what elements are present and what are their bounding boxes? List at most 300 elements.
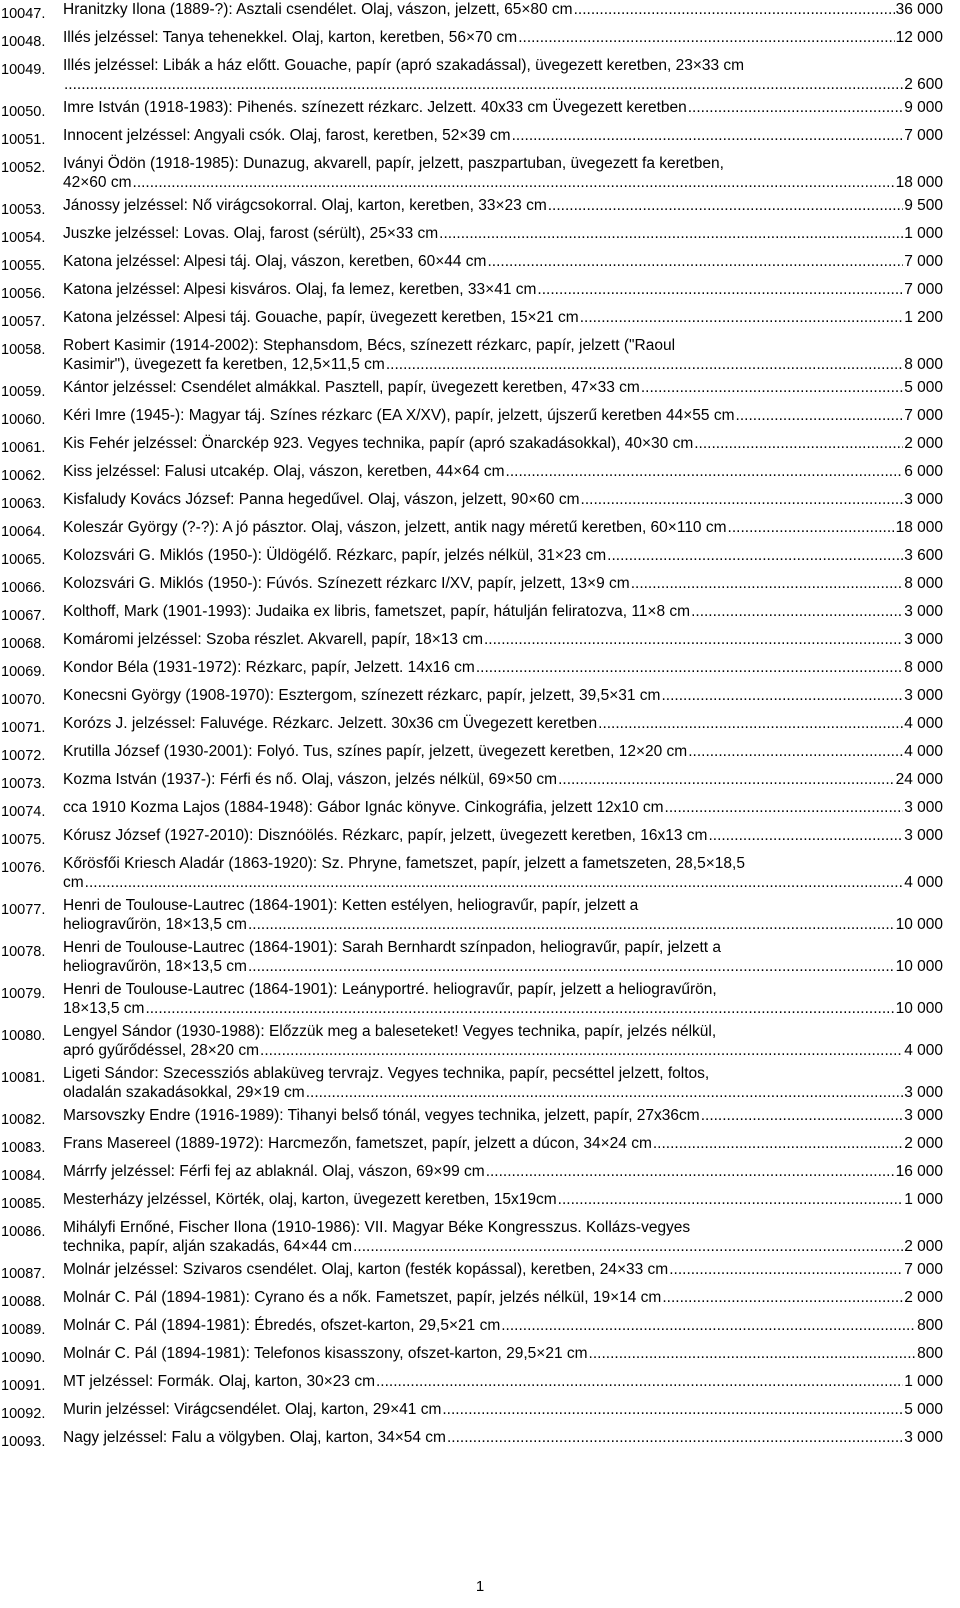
description-last-line xyxy=(63,75,943,94)
description-text: Koleszár György (?-?): A jó pásztor. Olaj, vászon, jelzett, antik nagy méretű keretben, 60×110 cm xyxy=(63,519,727,536)
lot-number: 10051. xyxy=(1,132,46,148)
lot-number: 10050. xyxy=(1,104,46,120)
lot-description xyxy=(63,1344,943,1363)
lot-description xyxy=(63,280,943,299)
catalog-entry xyxy=(0,1218,960,1256)
description-last-line xyxy=(63,1134,943,1153)
catalog-entry xyxy=(0,574,960,598)
dot-leader xyxy=(501,1316,916,1335)
starting-price: 9 000 xyxy=(904,99,943,116)
starting-price: 10 000 xyxy=(895,1000,943,1017)
starting-price: 8 000 xyxy=(904,575,943,592)
starting-price: 12 000 xyxy=(895,29,943,46)
description-last-line xyxy=(63,1106,943,1125)
description-text: technika, papír, alján szakadás, 64×44 cm xyxy=(63,1238,353,1255)
catalog-entry xyxy=(0,630,960,654)
starting-price: 2 000 xyxy=(904,1289,943,1306)
dot-leader xyxy=(476,658,903,677)
description-line: Iványi Ödön (1918-1985): Dunazug, akvarell, papír, jelzett, paszpartuban, üvegezett fa keretben, xyxy=(63,155,724,172)
starting-price: 3 000 xyxy=(904,799,943,816)
catalog-entry xyxy=(0,56,960,94)
description-line: Henri de Toulouse-Lautrec (1864-1901): Sarah Bernhardt színpadon, heliogravűr, papír, jelzett a xyxy=(63,939,722,956)
catalog-entry xyxy=(0,1162,960,1186)
description-text: Kis Fehér jelzéssel: Önarckép 923. Vegyes technika, papír (apró szakadásokkal), 40×30 cm xyxy=(63,435,694,452)
starting-price: 6 000 xyxy=(904,463,943,480)
lot-number: 10085. xyxy=(1,1196,46,1212)
description-last-line xyxy=(63,602,943,621)
lot-description xyxy=(63,1372,943,1391)
lot-description xyxy=(63,56,943,94)
description-text: apró gyűrődéssel, 28×20 cm xyxy=(63,1042,260,1059)
catalog-entry xyxy=(0,1428,960,1452)
lot-number: 10092. xyxy=(1,1406,46,1422)
catalog-entry xyxy=(0,1106,960,1130)
lot-number: 10073. xyxy=(1,776,46,792)
dot-leader xyxy=(248,915,895,934)
description-last-line xyxy=(63,224,943,243)
description-text: Nagy jelzéssel: Falu a völgyben. Olaj, karton, 34×54 cm xyxy=(63,1429,446,1446)
description-text: Jánossy jelzéssel: Nő virágcsokorral. Olaj, karton, keretben, 33×23 cm xyxy=(63,197,547,214)
dot-leader xyxy=(548,196,903,215)
page-number: 1 xyxy=(475,1578,485,1595)
catalog-entry xyxy=(0,770,960,794)
description-text: Krutilla József (1930-2001): Folyó. Tus, színes papír, jelzett, üvegezett keretben, 12×20 cm xyxy=(63,743,688,760)
dot-leader xyxy=(580,308,904,327)
description-text: heliogravűrön, 18×13,5 cm xyxy=(63,958,247,975)
description-line: Henri de Toulouse-Lautrec (1864-1901): Leányportré. heliogravűr, papír, jelzett a heliogravűrön, xyxy=(63,981,717,998)
lot-number: 10077. xyxy=(1,902,46,918)
description-text: 18×13,5 cm xyxy=(63,1000,145,1017)
description-last-line xyxy=(63,1260,943,1279)
lot-description xyxy=(63,406,943,425)
starting-price: 8 000 xyxy=(904,356,943,373)
lot-number: 10047. xyxy=(1,6,46,22)
lot-number: 10089. xyxy=(1,1322,46,1338)
lot-description xyxy=(63,1064,943,1102)
lot-number: 10074. xyxy=(1,804,46,820)
description-last-line xyxy=(63,957,943,976)
starting-price: 800 xyxy=(917,1345,943,1362)
description-last-line xyxy=(63,1288,943,1307)
description-last-line xyxy=(63,1428,943,1447)
lot-number: 10081. xyxy=(1,1070,46,1086)
description-last-line xyxy=(63,434,943,453)
lot-description xyxy=(63,798,943,817)
description-text: Kolthoff, Mark (1901-1993): Judaika ex libris, fametszet, papír, hátulján feliratozva, 11×8 cm xyxy=(63,603,691,620)
description-text: Kolozsvári G. Miklós (1950-): Üldögélő. Rézkarc, papír, jelzés nélkül, 31×23 cm xyxy=(63,547,607,564)
description-last-line xyxy=(63,915,943,934)
description-text: Márrfy jelzéssel: Férfi fej az ablaknál. Olaj, vászon, 69×99 cm xyxy=(63,1163,485,1180)
lot-description xyxy=(63,1218,943,1256)
lot-description xyxy=(63,574,943,593)
lot-number: 10061. xyxy=(1,440,46,456)
catalog-entry xyxy=(0,196,960,220)
description-text: Marsovszky Endre (1916-1989): Tihanyi belső tónál, vegyes technika, jelzett, papír, 27x36cm xyxy=(63,1107,700,1124)
description-text: Kondor Béla (1931-1972): Rézkarc, papír, Jelzett. 14x16 cm xyxy=(63,659,475,676)
starting-price: 3 000 xyxy=(904,1107,943,1124)
description-last-line xyxy=(63,252,943,271)
catalog-entry xyxy=(0,896,960,934)
starting-price: 4 000 xyxy=(904,874,943,891)
lot-number: 10067. xyxy=(1,608,46,624)
dot-leader xyxy=(574,0,895,19)
description-last-line xyxy=(63,798,943,817)
starting-price: 3 000 xyxy=(904,1429,943,1446)
description-text: Illés jelzéssel: Tanya tehenekkel. Olaj, karton, keretben, 56×70 cm xyxy=(63,29,518,46)
lot-number: 10084. xyxy=(1,1168,46,1184)
starting-price: 800 xyxy=(917,1317,943,1334)
description-last-line xyxy=(63,1237,943,1256)
dot-leader xyxy=(506,462,904,481)
description-last-line xyxy=(63,1083,943,1102)
lot-number: 10069. xyxy=(1,664,46,680)
catalog-entry xyxy=(0,714,960,738)
starting-price: 2 000 xyxy=(904,1135,943,1152)
dot-leader xyxy=(353,1237,903,1256)
dot-leader xyxy=(512,126,904,145)
description-line: Ligeti Sándor: Szecessziós ablaküveg tervrajz. Vegyes technika, papír, pecséttel jelzett, foltos, xyxy=(63,1065,710,1082)
lot-number: 10078. xyxy=(1,944,46,960)
dot-leader xyxy=(662,1288,903,1307)
catalog-entry xyxy=(0,1064,960,1102)
description-last-line xyxy=(63,0,943,19)
description-line: Illés jelzéssel: Libák a ház előtt. Gouache, papír (apró szakadással), üvegezett keretben, 23×33 cm xyxy=(63,57,745,74)
dot-leader xyxy=(581,490,904,509)
lot-number: 10064. xyxy=(1,524,46,540)
catalog-entry xyxy=(0,1134,960,1158)
catalog-entry xyxy=(0,280,960,304)
description-last-line xyxy=(63,574,943,593)
description-last-line xyxy=(63,999,943,1018)
dot-leader xyxy=(447,1428,903,1447)
catalog-entry xyxy=(0,798,960,822)
lot-number: 10091. xyxy=(1,1378,46,1394)
description-last-line xyxy=(63,1372,943,1391)
starting-price: 2 000 xyxy=(904,1238,943,1255)
lot-number: 10059. xyxy=(1,384,46,400)
description-text: Kozma István (1937-): Férfi és nő. Olaj, vászon, jelzés nélkül, 69×50 cm xyxy=(63,771,558,788)
lot-description xyxy=(63,490,943,509)
lot-number: 10065. xyxy=(1,552,46,568)
description-last-line xyxy=(63,173,943,192)
lot-number: 10075. xyxy=(1,832,46,848)
lot-description xyxy=(63,938,943,976)
starting-price: 3 000 xyxy=(904,1084,943,1101)
lot-number: 10053. xyxy=(1,202,46,218)
description-text: Kisfaludy Kovács József: Panna hegedűvel. Olaj, vászon, jelzett, 90×60 cm xyxy=(63,491,580,508)
lot-description xyxy=(63,714,943,733)
starting-price: 2 000 xyxy=(904,435,943,452)
catalog-entry xyxy=(0,378,960,402)
lot-description xyxy=(63,1106,943,1125)
dot-leader xyxy=(537,280,903,299)
dot-leader xyxy=(145,999,894,1018)
dot-leader xyxy=(641,378,903,397)
catalog-entry xyxy=(0,1344,960,1368)
catalog-entry xyxy=(0,602,960,626)
description-last-line xyxy=(63,686,943,705)
lot-description xyxy=(63,1162,943,1181)
lot-number: 10080. xyxy=(1,1028,46,1044)
starting-price: 24 000 xyxy=(895,771,943,788)
description-last-line xyxy=(63,1190,943,1209)
description-last-line xyxy=(63,406,943,425)
lot-description xyxy=(63,630,943,649)
lot-description xyxy=(63,854,943,892)
description-line: Mihályfi Ernőné, Fischer Ilona (1910-1986): VII. Magyar Béke Kongresszus. Kollázs-vegyes xyxy=(63,1219,691,1236)
starting-price: 4 000 xyxy=(904,1042,943,1059)
catalog-entry xyxy=(0,686,960,710)
description-text: Imre István (1918-1983): Pihenés. színezett rézkarc. Jelzett. 40x33 cm Üvegezett keretben xyxy=(63,99,687,116)
lot-number: 10062. xyxy=(1,468,46,484)
catalog-entry xyxy=(0,434,960,458)
description-line: Lengyel Sándor (1930-1988): Előzzük meg a baleseteket! Vegyes technika, papír, jelzés nélkül, xyxy=(63,1023,717,1040)
starting-price: 16 000 xyxy=(895,1163,943,1180)
lot-description xyxy=(63,196,943,215)
catalog-entry xyxy=(0,742,960,766)
dot-leader xyxy=(661,686,903,705)
lot-number: 10086. xyxy=(1,1224,46,1240)
starting-price: 2 600 xyxy=(904,76,943,93)
catalog-entry xyxy=(0,154,960,192)
dot-leader xyxy=(442,1400,903,1419)
description-text: 42×60 cm xyxy=(63,174,132,191)
starting-price: 10 000 xyxy=(895,916,943,933)
lot-number: 10060. xyxy=(1,412,46,428)
description-text: Katona jelzéssel: Alpesi kisváros. Olaj, fa lemez, keretben, 33×41 cm xyxy=(63,281,537,298)
catalog-entry xyxy=(0,1400,960,1424)
lot-number: 10066. xyxy=(1,580,46,596)
lot-description xyxy=(63,602,943,621)
description-last-line xyxy=(63,826,943,845)
lot-description xyxy=(63,1428,943,1447)
lot-number: 10063. xyxy=(1,496,46,512)
starting-price: 1 000 xyxy=(904,1191,943,1208)
dot-leader xyxy=(701,1106,904,1125)
description-last-line xyxy=(63,98,943,117)
catalog-entry xyxy=(0,1316,960,1340)
dot-leader xyxy=(598,714,903,733)
starting-price: 3 000 xyxy=(904,603,943,620)
lot-number: 10090. xyxy=(1,1350,46,1366)
lot-number: 10048. xyxy=(1,34,46,50)
catalog-entry xyxy=(0,126,960,150)
starting-price: 5 000 xyxy=(904,379,943,396)
starting-price: 3 000 xyxy=(904,827,943,844)
dot-leader xyxy=(260,1041,903,1060)
dot-leader xyxy=(486,1162,895,1181)
lot-description xyxy=(63,1400,943,1419)
description-last-line xyxy=(63,196,943,215)
lot-number: 10088. xyxy=(1,1294,46,1310)
description-text: Katona jelzéssel: Alpesi táj. Olaj, vászon, keretben, 60×44 cm xyxy=(63,253,487,270)
lot-number: 10056. xyxy=(1,286,46,302)
description-text: Molnár C. Pál (1894-1981): Ébredés, ofszet-karton, 29,5×21 cm xyxy=(63,1317,501,1334)
catalog-entry xyxy=(0,1372,960,1396)
dot-leader xyxy=(133,173,895,192)
description-last-line xyxy=(63,546,943,565)
dot-leader xyxy=(306,1083,904,1102)
description-last-line xyxy=(63,518,943,537)
lot-description xyxy=(63,28,943,47)
starting-price: 3 000 xyxy=(904,491,943,508)
dot-leader xyxy=(248,957,895,976)
lot-number: 10093. xyxy=(1,1434,46,1450)
description-text: MT jelzéssel: Formák. Olaj, karton, 30×23 cm xyxy=(63,1373,375,1390)
catalog-entry xyxy=(0,308,960,332)
description-text: Innocent jelzéssel: Angyali csók. Olaj, farost, keretben, 52×39 cm xyxy=(63,127,511,144)
dot-leader xyxy=(631,574,904,593)
starting-price: 10 000 xyxy=(895,958,943,975)
description-last-line xyxy=(63,1162,943,1181)
lot-description xyxy=(63,742,943,761)
description-text: Murin jelzéssel: Virágcsendélet. Olaj, karton, 29×41 cm xyxy=(63,1401,442,1418)
catalog-entry xyxy=(0,938,960,976)
starting-price: 7 000 xyxy=(904,127,943,144)
lot-description xyxy=(63,686,943,705)
dot-leader xyxy=(484,630,903,649)
description-text: Mesterházy jelzéssel, Körték, olaj, karton, üvegezett keretben, 15x19cm xyxy=(63,1191,557,1208)
catalog-entry xyxy=(0,252,960,276)
lot-description xyxy=(63,308,943,327)
description-text: oladalán szakadásokkal, 29×19 cm xyxy=(63,1084,305,1101)
catalog-entry xyxy=(0,1022,960,1060)
lot-description xyxy=(63,1190,943,1209)
catalog-entry xyxy=(0,336,960,374)
starting-price: 1 000 xyxy=(904,1373,943,1390)
lot-description xyxy=(63,980,943,1018)
lot-number: 10058. xyxy=(1,342,46,358)
description-line: Kőrösfői Kriesch Aladár (1863-1920): Sz. Phryne, fametszet, papír, jelzett a fametszeten, 28,5×18,5 xyxy=(63,855,745,872)
lot-description xyxy=(63,0,943,19)
description-last-line xyxy=(63,462,943,481)
lot-description xyxy=(63,518,943,537)
description-last-line xyxy=(63,630,943,649)
dot-leader xyxy=(518,28,894,47)
description-text: Juszke jelzéssel: Lovas. Olaj, farost (sérült), 25×33 cm xyxy=(63,225,439,242)
starting-price: 1 000 xyxy=(904,225,943,242)
description-last-line xyxy=(63,378,943,397)
catalog-entry xyxy=(0,224,960,248)
lot-number: 10083. xyxy=(1,1140,46,1156)
dot-leader xyxy=(728,518,895,537)
catalog-entry xyxy=(0,1260,960,1284)
description-text: cca 1910 Kozma Lajos (1884-1948): Gábor Ignác könyve. Cinkográfia, jelzett 12x10 cm xyxy=(63,799,664,816)
catalog-entry xyxy=(0,854,960,892)
description-text: Kántor jelzéssel: Csendélet almákkal. Pasztell, papír, üvegezett keretben, 47×33 cm xyxy=(63,379,640,396)
lot-number: 10049. xyxy=(1,62,46,78)
description-line: Robert Kasimir (1914-2002): Stephansdom, Bécs, színezett rézkarc, papír, jelzett ("Raoul xyxy=(63,337,676,354)
description-text: Komáromi jelzéssel: Szoba részlet. Akvarell, papír, 18×13 cm xyxy=(63,631,483,648)
lot-number: 10072. xyxy=(1,748,46,764)
description-text: Kórusz József (1927-2010): Disznóölés. Rézkarc, papír, jelzett, üvegezett keretben, 16x13 cm xyxy=(63,827,708,844)
dot-leader xyxy=(85,873,904,892)
starting-price: 3 000 xyxy=(904,631,943,648)
dot-leader xyxy=(708,826,903,845)
description-last-line xyxy=(63,873,943,892)
lot-number: 10055. xyxy=(1,258,46,274)
lot-description xyxy=(63,1022,943,1060)
description-last-line xyxy=(63,28,943,47)
lot-description xyxy=(63,896,943,934)
starting-price: 9 500 xyxy=(904,197,943,214)
dot-leader xyxy=(386,355,903,374)
dot-leader xyxy=(439,224,903,243)
lot-description xyxy=(63,826,943,845)
description-last-line xyxy=(63,308,943,327)
dot-leader xyxy=(64,75,903,94)
dot-leader xyxy=(665,798,904,817)
description-text: Katona jelzéssel: Alpesi táj. Gouache, papír, üvegezett keretben, 15×21 cm xyxy=(63,309,579,326)
catalog-entry xyxy=(0,1190,960,1214)
description-last-line xyxy=(63,126,943,145)
description-last-line xyxy=(63,1316,943,1335)
catalog-entry xyxy=(0,826,960,850)
lot-description xyxy=(63,770,943,789)
catalog-entry xyxy=(0,490,960,514)
dot-leader xyxy=(589,1344,917,1363)
catalog-entry xyxy=(0,518,960,542)
description-last-line xyxy=(63,1041,943,1060)
starting-price: 18 000 xyxy=(895,519,943,536)
description-text: cm xyxy=(63,874,84,891)
catalog-entry xyxy=(0,658,960,682)
description-text: heliogravűrön, 18×13,5 cm xyxy=(63,916,247,933)
description-text: Kéri Imre (1945-): Magyar táj. Színes rézkarc (EA X/XV), papír, jelzett, újszerű keretben 44×55 cm xyxy=(63,407,735,424)
lot-description xyxy=(63,336,943,374)
catalog-entry xyxy=(0,1288,960,1312)
starting-price: 4 000 xyxy=(904,715,943,732)
starting-price: 1 200 xyxy=(904,309,943,326)
dot-leader xyxy=(558,1190,904,1209)
description-text: Kiss jelzéssel: Falusi utcakép. Olaj, vászon, keretben, 44×64 cm xyxy=(63,463,505,480)
description-last-line xyxy=(63,770,943,789)
lot-description xyxy=(63,658,943,677)
dot-leader xyxy=(688,98,903,117)
lot-description xyxy=(63,154,943,192)
lot-description xyxy=(63,252,943,271)
catalog-entry xyxy=(0,462,960,486)
description-last-line xyxy=(63,1400,943,1419)
lot-description xyxy=(63,434,943,453)
lot-description xyxy=(63,1316,943,1335)
starting-price: 4 000 xyxy=(904,743,943,760)
dot-leader xyxy=(736,406,904,425)
catalog-entry xyxy=(0,980,960,1018)
lot-number: 10087. xyxy=(1,1266,46,1282)
description-last-line xyxy=(63,742,943,761)
dot-leader xyxy=(487,252,903,271)
dot-leader xyxy=(607,546,903,565)
lot-description xyxy=(63,224,943,243)
starting-price: 7 000 xyxy=(904,407,943,424)
lot-number: 10068. xyxy=(1,636,46,652)
description-last-line xyxy=(63,1344,943,1363)
description-text: Hranitzky Ilona (1889-?): Asztali csendélet. Olaj, vászon, jelzett, 65×80 cm xyxy=(63,1,573,18)
description-text: Konecsni György (1908-1970): Esztergom, színezett rézkarc, papír, jelzett, 39,5×31 cm xyxy=(63,687,661,704)
lot-description xyxy=(63,546,943,565)
description-last-line xyxy=(63,490,943,509)
starting-price: 3 000 xyxy=(904,687,943,704)
description-last-line xyxy=(63,280,943,299)
lot-description xyxy=(63,462,943,481)
description-text: Molnár C. Pál (1894-1981): Cyrano és a nők. Fametszet, papír, jelzés nélkül, 19×14 cm xyxy=(63,1289,662,1306)
catalog-entry xyxy=(0,0,960,24)
lot-number: 10054. xyxy=(1,230,46,246)
lot-description xyxy=(63,1288,943,1307)
catalog-entry xyxy=(0,546,960,570)
starting-price: 8 000 xyxy=(904,659,943,676)
